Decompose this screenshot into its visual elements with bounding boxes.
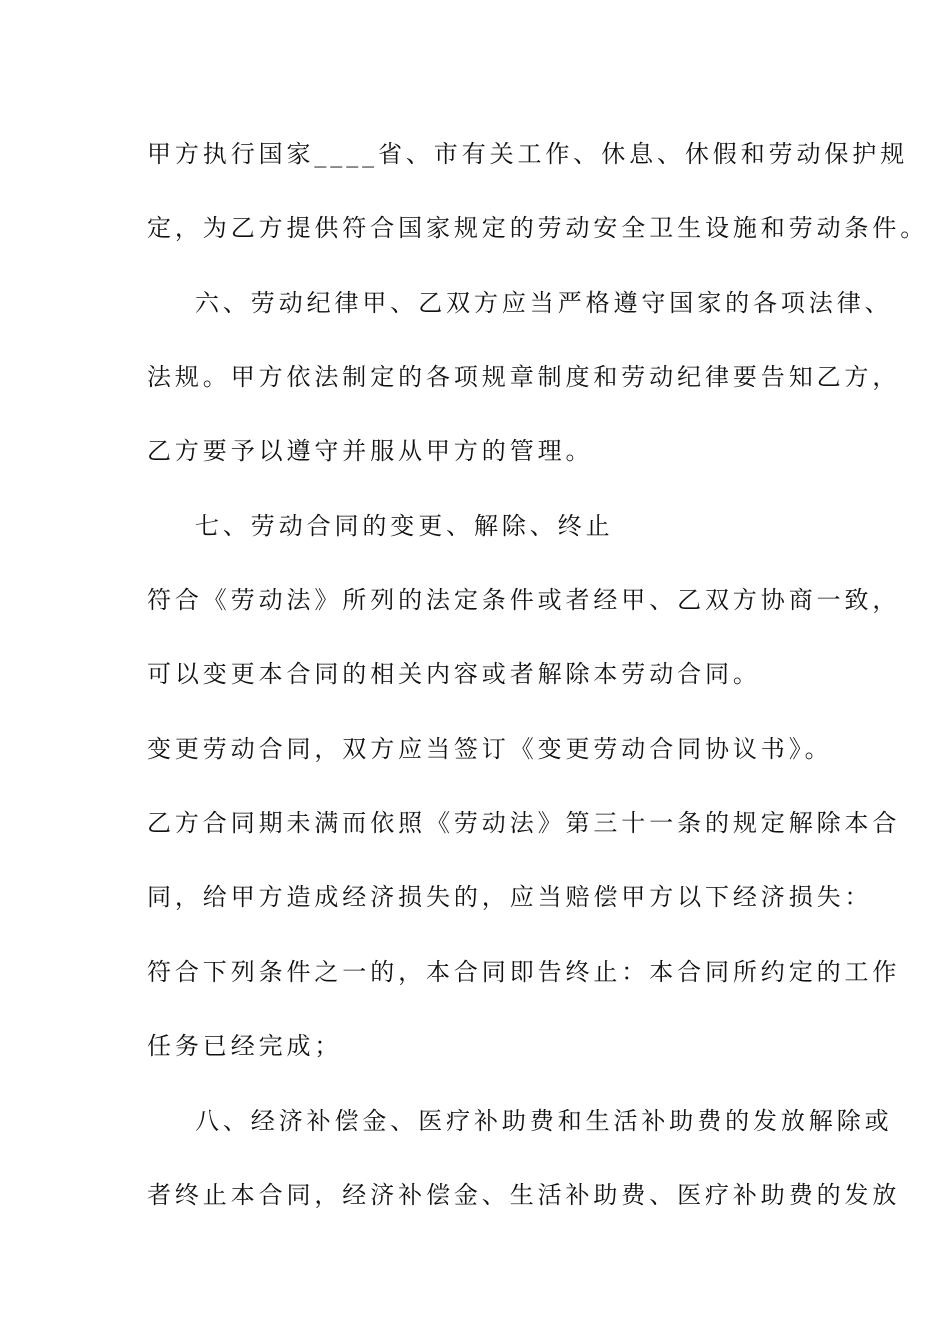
section-heading-contract-change: 七、劳动合同的变更、解除、终止 <box>195 512 614 540</box>
body-text-line: 乙方合同期未满而依照《劳动法》第三十一条的规定解除本合 <box>147 809 901 837</box>
body-text-line: 甲方执行国家____省、市有关工作、休息、休假和劳动保护规 <box>147 140 909 168</box>
body-text-line: 者终止本合同，经济补偿金、生活补助费、医疗补助费的发放 <box>147 1181 901 1209</box>
body-text-line: 乙方要予以遵守并服从甲方的管理。 <box>147 437 594 465</box>
body-text-line: 法规。甲方依法制定的各项规章制度和劳动纪律要告知乙方， <box>147 363 901 391</box>
section-heading-compensation: 八、经济补偿金、医疗补助费和生活补助费的发放解除或 <box>195 1107 893 1135</box>
body-text-line: 定，为乙方提供符合国家规定的劳动安全卫生设施和劳动条件。 <box>147 214 929 242</box>
section-heading-labor-discipline: 六、劳动纪律甲、乙双方应当严格遵守国家的各项法律、 <box>195 289 893 317</box>
body-text-line: 可以变更本合同的相关内容或者解除本劳动合同。 <box>147 660 761 688</box>
body-text-line: 变更劳动合同，双方应当签订《变更劳动合同协议书》。 <box>147 735 833 763</box>
body-text-line: 符合下列条件之一的，本合同即告终止：本合同所约定的工作 <box>147 958 901 986</box>
body-text-line: 符合《劳动法》所列的法定条件或者经甲、乙双方协商一致， <box>147 586 901 614</box>
body-text-line: 同，给甲方造成经济损失的，应当赔偿甲方以下经济损失： <box>147 883 873 911</box>
body-text-line: 任务已经完成； <box>147 1032 343 1060</box>
